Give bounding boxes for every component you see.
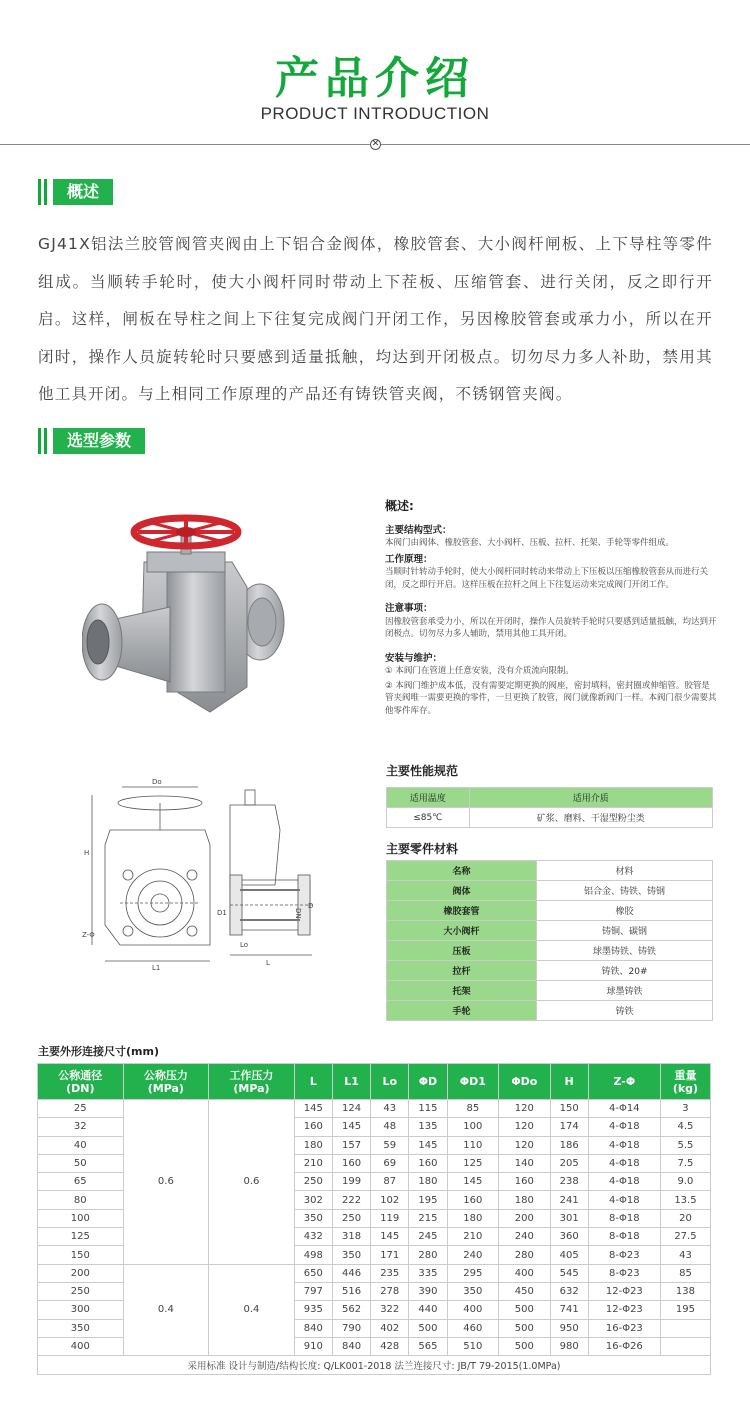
nominal-pressure-cell: 0.6 xyxy=(123,1100,209,1265)
dim-cell: 222 xyxy=(332,1191,370,1209)
dim-cell xyxy=(660,1319,710,1337)
part-material: 橡胶 xyxy=(537,901,713,921)
dim-cell: 120 xyxy=(499,1100,550,1118)
dim-cell: 400 xyxy=(499,1264,550,1282)
dim-cell: 195 xyxy=(409,1191,447,1209)
dim-cell: 360 xyxy=(550,1228,588,1246)
dim-cell: 280 xyxy=(409,1246,447,1264)
dim-cell: 145 xyxy=(409,1136,447,1154)
working-pressure-cell: 0.6 xyxy=(209,1100,295,1265)
dim-cell: 240 xyxy=(499,1228,550,1246)
label-dn: DN xyxy=(294,908,302,919)
dn-cell: 80 xyxy=(38,1191,124,1209)
part-name: 名称 xyxy=(387,861,537,881)
dim-cell: 250 xyxy=(294,1173,332,1191)
dim-cell: 200 xyxy=(499,1209,550,1227)
valve-technical-drawing xyxy=(80,775,320,975)
part-material: 铸铜、碳钢 xyxy=(537,921,713,941)
install-item-2: ② 本阀门维护成本低，没有需要定期更换的阀座，密封填料，密封圈或伸缩管。胶管是管夹阀唯一需要更换的零件，一旦更换了胶管，阀门就像新阀门一样。本阀门很少需要其他零件库存。 xyxy=(385,680,717,716)
dim-cell: 4-Φ18 xyxy=(588,1136,660,1154)
part-material: 球墨铸铁、铸铁 xyxy=(537,941,713,961)
part-name: 橡胶套管 xyxy=(387,901,537,921)
dn-cell: 100 xyxy=(38,1209,124,1227)
part-name: 压板 xyxy=(387,941,537,961)
dim-cell: 950 xyxy=(550,1319,588,1337)
dim-header-cell: 工作压力 (MPa) xyxy=(209,1064,295,1100)
performance-title: 主要性能规范 xyxy=(386,764,459,778)
dim-cell: 245 xyxy=(409,1228,447,1246)
dim-cell: 565 xyxy=(409,1337,447,1355)
label-l: L xyxy=(266,959,270,967)
divider-knot-icon: ✕ xyxy=(371,139,380,149)
dim-cell: 174 xyxy=(550,1118,588,1136)
dim-cell: 4-Φ18 xyxy=(588,1173,660,1191)
dim-cell: 85 xyxy=(660,1264,710,1282)
part-material: 铝合金、铸铁、铸钢 xyxy=(537,881,713,901)
intro-paragraph: GJ41X铝法兰胶管阀管夹阀由上下铝合金阀体，橡胶管套、大小阀杆闸板、上下导柱等零件组成。当顺转手轮时，使大小阀杆同时带动上下茬板、压缩管套、进行关闭，反之即行开启。这样，闸板在导柱之间上下往复完成阀门开闭工作，另因橡胶管套或承力小，所以在开闭时，操作人员旋转轮时只要感到适量抵触，均达到开闭极点。切勿尽力多人补助，禁用其他工具开闭。与上相同工作原理的产品还有铸铁管夹阀，不锈钢管夹阀。 xyxy=(38,235,713,403)
dim-cell: 400 xyxy=(447,1301,499,1319)
dim-cell: 145 xyxy=(332,1118,370,1136)
dim-cell: 741 xyxy=(550,1301,588,1319)
dim-cell: 215 xyxy=(409,1209,447,1227)
dn-cell: 250 xyxy=(38,1282,124,1300)
dim-cell: 16-Φ26 xyxy=(588,1337,660,1355)
dim-cell: 115 xyxy=(409,1100,447,1118)
dim-cell: 278 xyxy=(371,1282,409,1300)
parts-row xyxy=(387,981,713,1001)
dim-cell: 322 xyxy=(371,1301,409,1319)
dim-cell: 145 xyxy=(294,1100,332,1118)
dim-cell: 199 xyxy=(332,1173,370,1191)
dim-cell: 3 xyxy=(660,1100,710,1118)
dn-cell: 40 xyxy=(38,1136,124,1154)
dim-cell: 250 xyxy=(332,1209,370,1227)
dim-cell: 102 xyxy=(371,1191,409,1209)
dim-cell: 4.5 xyxy=(660,1118,710,1136)
dim-cell: 13.5 xyxy=(660,1191,710,1209)
dim-header-cell: L xyxy=(294,1064,332,1100)
part-material: 球墨铸铁 xyxy=(537,981,713,1001)
dim-cell: 4-Φ18 xyxy=(588,1191,660,1209)
dim-cell: 790 xyxy=(332,1319,370,1337)
dim-cell: 59 xyxy=(371,1136,409,1154)
label-d: D xyxy=(308,902,314,910)
dim-cell: 195 xyxy=(660,1301,710,1319)
dim-cell: 180 xyxy=(447,1209,499,1227)
parts-row xyxy=(387,921,713,941)
label-lo: Lo xyxy=(240,941,249,949)
standard-note: 采用标准 设计与制造/结构长度: Q/LK001-2018 法兰连接尺寸: JB/T 79-2015(1.0MPa) xyxy=(38,1356,711,1375)
dim-cell: 301 xyxy=(550,1209,588,1227)
dn-cell: 300 xyxy=(38,1301,124,1319)
dn-cell: 150 xyxy=(38,1246,124,1264)
dim-cell: 500 xyxy=(499,1337,550,1355)
dim-cell: 516 xyxy=(332,1282,370,1300)
install-title: 安装与维护： xyxy=(385,652,443,664)
dim-cell: 235 xyxy=(371,1264,409,1282)
dim-cell: 100 xyxy=(447,1118,499,1136)
parts-row xyxy=(387,941,713,961)
dim-cell: 240 xyxy=(447,1246,499,1264)
dim-cell: 85 xyxy=(447,1100,499,1118)
section-bars-icon xyxy=(38,179,47,205)
label-z: Z-Φ xyxy=(82,931,95,939)
dim-cell: 510 xyxy=(447,1337,499,1355)
dim-cell: 500 xyxy=(499,1301,550,1319)
dim-cell: 27.5 xyxy=(660,1228,710,1246)
dim-cell: 8-Φ23 xyxy=(588,1264,660,1282)
perf-value-media: 矿浆、磨料、干湿型粉尘类 xyxy=(469,808,712,828)
dim-cell: 5.5 xyxy=(660,1136,710,1154)
dim-cell: 180 xyxy=(294,1136,332,1154)
working-pressure-cell: 0.4 xyxy=(209,1264,295,1355)
dim-cell: 8-Φ18 xyxy=(588,1209,660,1227)
nominal-pressure-cell: 0.4 xyxy=(123,1264,209,1355)
dim-cell: 205 xyxy=(550,1154,588,1172)
dim-cell: 650 xyxy=(294,1264,332,1282)
dim-cell: 910 xyxy=(294,1337,332,1355)
dn-cell: 200 xyxy=(38,1264,124,1282)
dim-header-cell: ΦD1 xyxy=(447,1064,499,1100)
dim-cell: 545 xyxy=(550,1264,588,1282)
part-name: 拉杆 xyxy=(387,961,537,981)
dim-cell: 140 xyxy=(499,1154,550,1172)
dim-cell: 446 xyxy=(332,1264,370,1282)
dim-cell: 302 xyxy=(294,1191,332,1209)
dn-cell: 350 xyxy=(38,1319,124,1337)
dim-cell: 135 xyxy=(409,1118,447,1136)
dim-cell: 150 xyxy=(550,1100,588,1118)
dim-cell: 69 xyxy=(371,1154,409,1172)
dim-header-cell: Lo xyxy=(371,1064,409,1100)
dn-cell: 65 xyxy=(38,1173,124,1191)
dim-cell: 450 xyxy=(499,1282,550,1300)
dim-cell: 180 xyxy=(409,1173,447,1191)
principle-title: 工作原理： xyxy=(385,553,433,565)
dim-cell: 110 xyxy=(447,1136,499,1154)
dim-cell: 390 xyxy=(409,1282,447,1300)
dim-cell: 935 xyxy=(294,1301,332,1319)
part-material: 铸铁、20# xyxy=(537,961,713,981)
page-subtitle: PRODUCT INTRODUCTION xyxy=(260,104,490,123)
notice-text: 因橡胶管套承受力小，所以在开闭时，操作人员旋转手轮时只要感到适量抵触，均达到开闭极点。切勿尽力多人辅助，禁用其他工具开闭。 xyxy=(385,616,717,639)
dim-header-cell: Z-Φ xyxy=(588,1064,660,1100)
dim-cell: 138 xyxy=(660,1282,710,1300)
dim-cell: 210 xyxy=(447,1228,499,1246)
dim-cell: 157 xyxy=(332,1136,370,1154)
page-title: 产品介绍 xyxy=(275,53,475,104)
dim-cell: 500 xyxy=(499,1319,550,1337)
label-do: Do xyxy=(152,778,162,786)
principle-text: 当顺时针转动手轮时，使大小阀杆同时转动来带动上下压板以压缩橡胶管套从而进行关闭，反之即行开启。这样压板在拉杆之间上下往复运动来完成阀门开闭工作。 xyxy=(385,567,709,590)
parts-title: 主要零件材料 xyxy=(386,842,459,856)
dim-cell: 241 xyxy=(550,1191,588,1209)
section-selection-header xyxy=(38,428,145,454)
dim-header-cell: 公称通径 (DN) xyxy=(38,1064,124,1100)
performance-table xyxy=(386,787,713,828)
dim-cell xyxy=(660,1337,710,1355)
dim-header-cell: H xyxy=(550,1064,588,1100)
part-name: 手轮 xyxy=(387,1001,537,1021)
dim-cell: 280 xyxy=(499,1246,550,1264)
dimensions-title: 主要外形连接尺寸(mm) xyxy=(38,1045,159,1058)
dim-cell: 160 xyxy=(332,1154,370,1172)
dim-cell: 350 xyxy=(447,1282,499,1300)
dim-cell: 20 xyxy=(660,1209,710,1227)
section-overview-header xyxy=(38,179,113,205)
label-l1: L1 xyxy=(152,964,161,972)
dim-cell: 171 xyxy=(371,1246,409,1264)
dim-cell: 145 xyxy=(447,1173,499,1191)
dim-cell: 210 xyxy=(294,1154,332,1172)
structure-title: 主要结构型式： xyxy=(385,524,452,536)
dim-cell: 500 xyxy=(409,1319,447,1337)
perf-header-media: 适用介质 xyxy=(469,788,712,808)
dim-cell: 120 xyxy=(499,1118,550,1136)
dim-cell: 125 xyxy=(447,1154,499,1172)
dim-cell: 335 xyxy=(409,1264,447,1282)
table-row xyxy=(38,1100,711,1118)
dim-cell: 7.5 xyxy=(660,1154,710,1172)
dim-cell: 632 xyxy=(550,1282,588,1300)
dim-cell: 460 xyxy=(447,1319,499,1337)
dim-cell: 405 xyxy=(550,1246,588,1264)
parts-row xyxy=(387,881,713,901)
dim-cell: 9.0 xyxy=(660,1173,710,1191)
dim-cell: 440 xyxy=(409,1301,447,1319)
dim-cell: 295 xyxy=(447,1264,499,1282)
spec-panel xyxy=(385,500,717,719)
dim-cell: 160 xyxy=(409,1154,447,1172)
part-name: 托架 xyxy=(387,981,537,1001)
dim-cell: 186 xyxy=(550,1136,588,1154)
parts-row xyxy=(387,901,713,921)
dim-cell: 120 xyxy=(499,1136,550,1154)
dim-cell: 119 xyxy=(371,1209,409,1227)
valve-product-image xyxy=(82,512,302,717)
table-row xyxy=(38,1264,711,1282)
dim-cell: 238 xyxy=(550,1173,588,1191)
dim-header-cell: 公称压力 (MPa) xyxy=(123,1064,209,1100)
dn-cell: 32 xyxy=(38,1118,124,1136)
part-material: 材料 xyxy=(537,861,713,881)
dim-cell: 840 xyxy=(332,1337,370,1355)
dim-cell: 43 xyxy=(660,1246,710,1264)
dn-cell: 25 xyxy=(38,1100,124,1118)
dim-cell: 12-Φ23 xyxy=(588,1301,660,1319)
dimensions-table xyxy=(37,1063,711,1375)
dim-cell: 4-Φ18 xyxy=(588,1118,660,1136)
parts-row xyxy=(387,861,713,881)
dim-cell: 8-Φ23 xyxy=(588,1246,660,1264)
install-item-1: ① 本阀门在管道上任意安装，没有介质流向限制。 xyxy=(385,666,574,676)
dim-cell: 124 xyxy=(332,1100,370,1118)
dim-cell: 160 xyxy=(447,1191,499,1209)
dim-cell: 180 xyxy=(499,1191,550,1209)
dn-cell: 400 xyxy=(38,1337,124,1355)
label-d1: D1 xyxy=(217,909,227,917)
part-name: 阀体 xyxy=(387,881,537,901)
dim-header-cell: ΦD xyxy=(409,1064,447,1100)
dim-cell: 48 xyxy=(371,1118,409,1136)
dim-cell: 562 xyxy=(332,1301,370,1319)
dim-cell: 318 xyxy=(332,1228,370,1246)
spec-title: 概述: xyxy=(385,499,414,513)
label-h: H xyxy=(84,849,90,857)
dim-cell: 432 xyxy=(294,1228,332,1246)
parts-row xyxy=(387,961,713,981)
notice-title: 注意事项： xyxy=(385,603,433,614)
dim-cell: 797 xyxy=(294,1282,332,1300)
section-overview-label: 概述 xyxy=(53,179,113,205)
dim-cell: 87 xyxy=(371,1173,409,1191)
dim-cell: 4-Φ18 xyxy=(588,1154,660,1172)
dim-cell: 498 xyxy=(294,1246,332,1264)
part-name: 大小阀杆 xyxy=(387,921,537,941)
structure-text: 本阀门由阀体、橡胶管套、大小阀杆、压板、拉杆、托架、手轮等零件组成。 xyxy=(385,538,675,548)
part-material: 铸铁 xyxy=(537,1001,713,1021)
parts-table xyxy=(386,860,713,1021)
dim-cell: 402 xyxy=(371,1319,409,1337)
parts-row xyxy=(387,1001,713,1021)
dim-cell: 160 xyxy=(294,1118,332,1136)
dim-cell: 16-Φ23 xyxy=(588,1319,660,1337)
dim-header-cell: 重量 (kg) xyxy=(660,1064,710,1100)
dim-cell: 428 xyxy=(371,1337,409,1355)
table-footer-row xyxy=(38,1356,711,1375)
dim-cell: 4-Φ14 xyxy=(588,1100,660,1118)
dim-cell: 840 xyxy=(294,1319,332,1337)
section-bars-icon xyxy=(38,428,47,454)
perf-header-temp: 适用温度 xyxy=(387,788,470,808)
dim-header-cell: L1 xyxy=(332,1064,370,1100)
section-selection-label: 选型参数 xyxy=(53,428,145,454)
dim-header-cell: ΦDo xyxy=(499,1064,550,1100)
dim-cell: 980 xyxy=(550,1337,588,1355)
dim-cell: 12-Φ23 xyxy=(588,1282,660,1300)
dim-cell: 8-Φ18 xyxy=(588,1228,660,1246)
dn-cell: 50 xyxy=(38,1154,124,1172)
dim-cell: 43 xyxy=(371,1100,409,1118)
dn-cell: 125 xyxy=(38,1228,124,1246)
dim-cell: 160 xyxy=(499,1173,550,1191)
dim-cell: 145 xyxy=(371,1228,409,1246)
dim-cell: 350 xyxy=(332,1246,370,1264)
perf-value-temp: ≤85℃ xyxy=(387,808,470,828)
dim-cell: 350 xyxy=(294,1209,332,1227)
